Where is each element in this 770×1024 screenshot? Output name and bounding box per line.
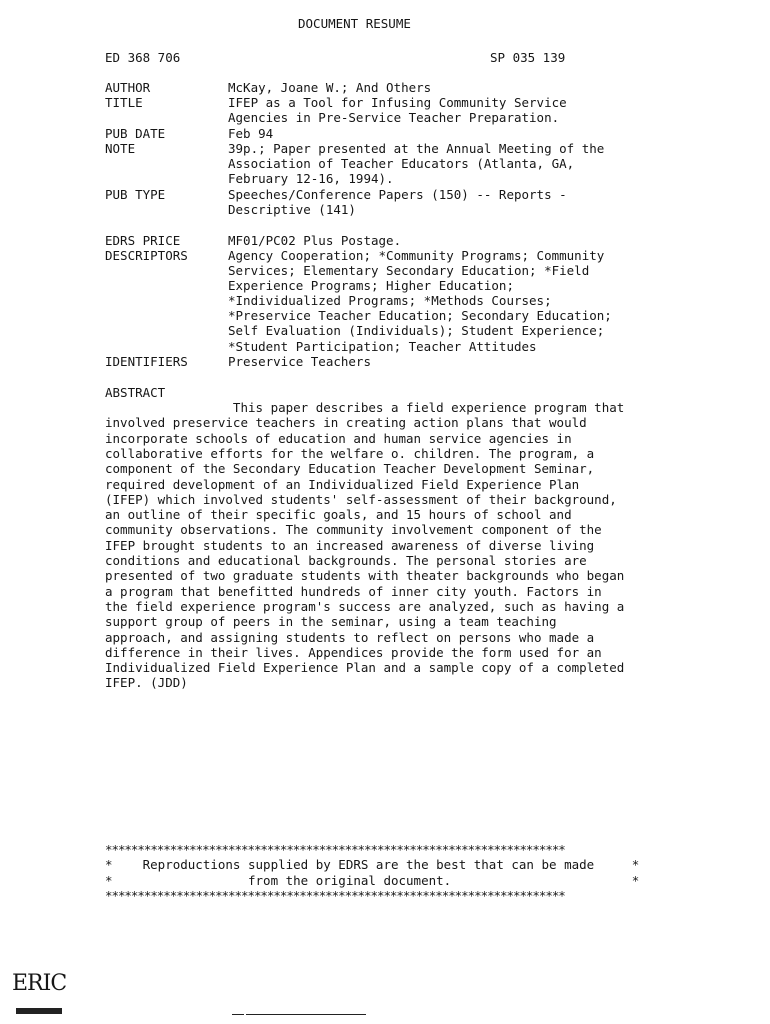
abstract-line: component of the Secondary Education Teacher Development Seminar, bbox=[105, 461, 595, 477]
abstract-line: conditions and educational backgrounds. The personal stories are bbox=[105, 553, 587, 568]
field-note-value: February 12-16, 1994). bbox=[228, 171, 394, 186]
field-pubtype-value: Descriptive (141) bbox=[228, 202, 356, 217]
abstract-line: a program that benefitted hundreds of inner city youth. Factors in bbox=[105, 583, 602, 599]
field-author-value: McKay, Joane W.; And Others bbox=[228, 80, 432, 95]
field-note-value: 39p.; Paper presented at the Annual Meeting of the bbox=[228, 141, 605, 156]
abstract-line: approach, and assigning students to reflect on persons who made a bbox=[105, 629, 595, 645]
field-identifiers-label: IDENTIFIERS bbox=[105, 354, 188, 369]
field-note-value: Association of Teacher Educators (Atlanta, GA, bbox=[228, 156, 575, 171]
document-title: DOCUMENT RESUME bbox=[298, 16, 411, 31]
field-descriptors-value: *Student Participation; Teacher Attitudes bbox=[228, 339, 537, 354]
notice-border-top: *********************************************************************** bbox=[105, 842, 565, 857]
field-title-label: TITLE bbox=[105, 95, 143, 110]
abstract-line: involved preservice teachers in creating action plans that would bbox=[105, 415, 587, 431]
abstract-line: IFEP. (JDD) bbox=[105, 675, 188, 691]
field-title-value: Agencies in Pre-Service Teacher Preparation. bbox=[228, 110, 560, 125]
abstract-label: ABSTRACT bbox=[105, 385, 166, 400]
field-edrs-value: MF01/PC02 Plus Postage. bbox=[228, 233, 402, 248]
abstract-line: collaborative efforts for the welfare o. children. The program, a bbox=[105, 445, 595, 461]
abstract-line: support group of peers in the seminar, using a team teaching bbox=[105, 614, 557, 630]
field-descriptors-value: *Individualized Programs; *Methods Courses; bbox=[228, 293, 552, 308]
notice-border-bottom: *********************************************************************** bbox=[105, 888, 565, 904]
field-descriptors-value: Services; Elementary Secondary Education; *Field bbox=[228, 263, 590, 278]
abstract-line: an outline of their specific goals, and 15 hours of school and bbox=[105, 507, 572, 523]
abstract-line: IFEP brought students to an increased awareness of diverse living bbox=[105, 537, 595, 553]
reproduction-notice bbox=[105, 842, 645, 904]
field-descriptors-label: DESCRIPTORS bbox=[105, 248, 188, 263]
abstract-line: required development of an Individualized Field Experience Plan bbox=[105, 476, 580, 492]
field-pubdate-value: Feb 94 bbox=[228, 126, 274, 141]
field-note-label: NOTE bbox=[105, 141, 136, 156]
ed-number: ED 368 706 bbox=[105, 50, 181, 65]
eric-logo-icon bbox=[8, 968, 67, 1016]
field-descriptors-value: *Preservice Teacher Education; Secondary Education; bbox=[228, 308, 612, 323]
logo-text: ERIC bbox=[12, 971, 67, 996]
abstract-line: difference in their lives. Appendices provide the form used for an bbox=[105, 644, 602, 660]
field-title-value: IFEP as a Tool for Infusing Community Service bbox=[228, 95, 567, 110]
field-pubdate-label: PUB DATE bbox=[105, 126, 166, 141]
field-pubtype-label: PUB TYPE bbox=[105, 187, 166, 202]
logo-bar bbox=[16, 1008, 62, 1014]
field-descriptors-value: Experience Programs; Higher Education; bbox=[228, 278, 514, 293]
field-descriptors-value: Agency Cooperation; *Community Programs; Community bbox=[228, 248, 605, 263]
abstract-line: incorporate schools of education and human service agencies in bbox=[105, 430, 572, 446]
abstract-line: This paper describes a field experience program that bbox=[105, 400, 625, 415]
footer-rule bbox=[246, 1014, 366, 1015]
footer-rule bbox=[232, 1014, 244, 1015]
notice-line: * Reproductions supplied by EDRS are the best that can be made * bbox=[105, 857, 640, 873]
field-pubtype-value: Speeches/Conference Papers (150) -- Reports - bbox=[228, 187, 567, 202]
abstract-line: Individualized Field Experience Plan and a sample copy of a completed bbox=[105, 660, 625, 676]
abstract-line: community observations. The community involvement component of the bbox=[105, 522, 602, 538]
field-identifiers-value: Preservice Teachers bbox=[228, 354, 371, 369]
field-edrs-label: EDRS PRICE bbox=[105, 233, 181, 248]
abstract-line: (IFEP) which involved students' self-assessment of their background, bbox=[105, 491, 617, 507]
notice-line: * from the original document. * bbox=[105, 872, 640, 888]
abstract-line: the field experience program's success are analyzed, such as having a bbox=[105, 598, 625, 614]
abstract-line: presented of two graduate students with theater backgrounds who began bbox=[105, 568, 625, 584]
field-author-label: AUTHOR bbox=[105, 80, 151, 95]
sp-number: SP 035 139 bbox=[490, 50, 566, 65]
field-descriptors-value: Self Evaluation (Individuals); Student Experience; bbox=[228, 323, 605, 338]
